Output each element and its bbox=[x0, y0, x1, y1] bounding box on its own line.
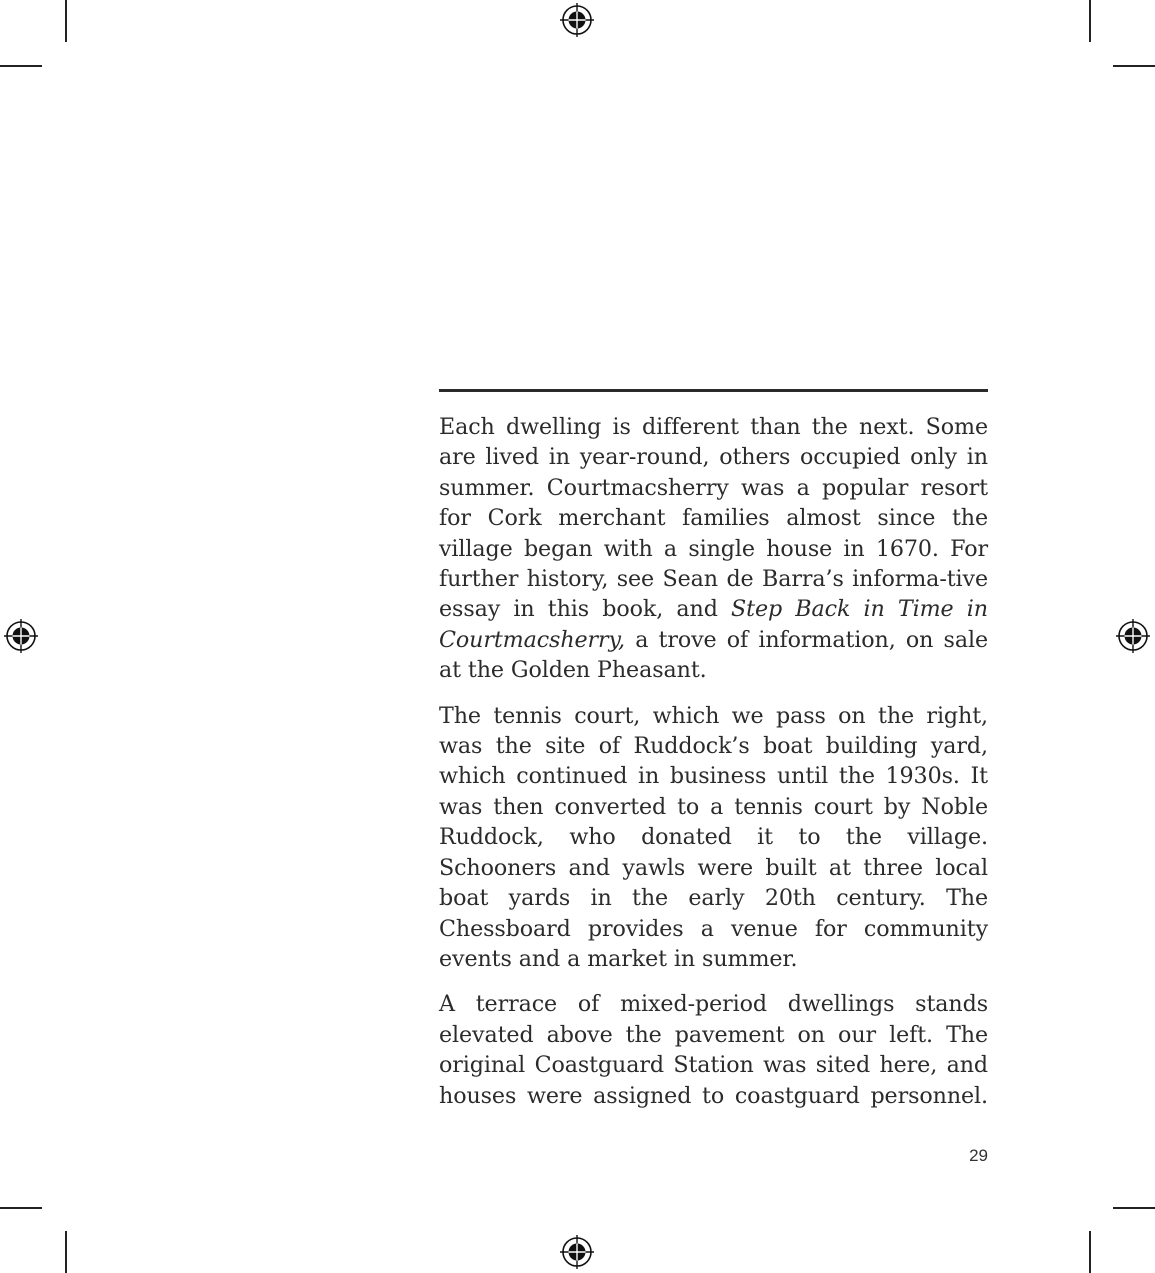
crop-mark-top-right bbox=[1113, 65, 1155, 67]
registration-mark-icon bbox=[560, 3, 594, 37]
paragraph-1-text-end: a trove of information, on sale at the Golden Pheasant. bbox=[439, 626, 988, 684]
crop-mark-bottom-left bbox=[0, 1207, 42, 1209]
registration-mark-icon bbox=[560, 1235, 594, 1269]
paragraph-1 bbox=[439, 412, 988, 686]
paragraph-3: A terrace of mixed-period dwellings stands elevated above the pavement on our left. The original Coastguard Station was sited here, and houses were assigned to coastguard personnel. bbox=[439, 991, 988, 1109]
page-number: 29 bbox=[969, 1146, 988, 1165]
crop-mark-top-left bbox=[0, 65, 42, 67]
crop-mark-bottom-right bbox=[1089, 1231, 1091, 1273]
crop-mark-top-right bbox=[1089, 0, 1091, 42]
book-title: Step Back in Time in Courtmacsherry, bbox=[439, 596, 988, 653]
registration-mark-icon bbox=[1116, 619, 1150, 653]
section-divider bbox=[439, 389, 988, 392]
paragraph-1-text: Each dwelling is different than the next. Some are lived in year-round, others occupied only in summer. Courtmacsherry was a popular resort for Cork merchant families almost since the village began with a single house in 1670. For further history, see Sean de Barra’s informa-tive essay in this book, and bbox=[439, 414, 988, 623]
paragraph-2: The tennis court, which we pass on the right, was the site of Ruddock’s boat building yard, which continued in business until the 1930s. It was then converted to a tennis court by Noble Ruddock, who donated it to the village. Schooners and yawls were built at three local boat yards in the early 20th century. The Chessboard provides a venue for community events and a market in summer. bbox=[439, 702, 988, 972]
crop-mark-top-left bbox=[65, 0, 67, 42]
crop-mark-bottom-right bbox=[1113, 1207, 1155, 1209]
registration-mark-icon bbox=[4, 619, 38, 653]
body-text bbox=[439, 412, 988, 1126]
crop-mark-bottom-left bbox=[65, 1231, 67, 1273]
